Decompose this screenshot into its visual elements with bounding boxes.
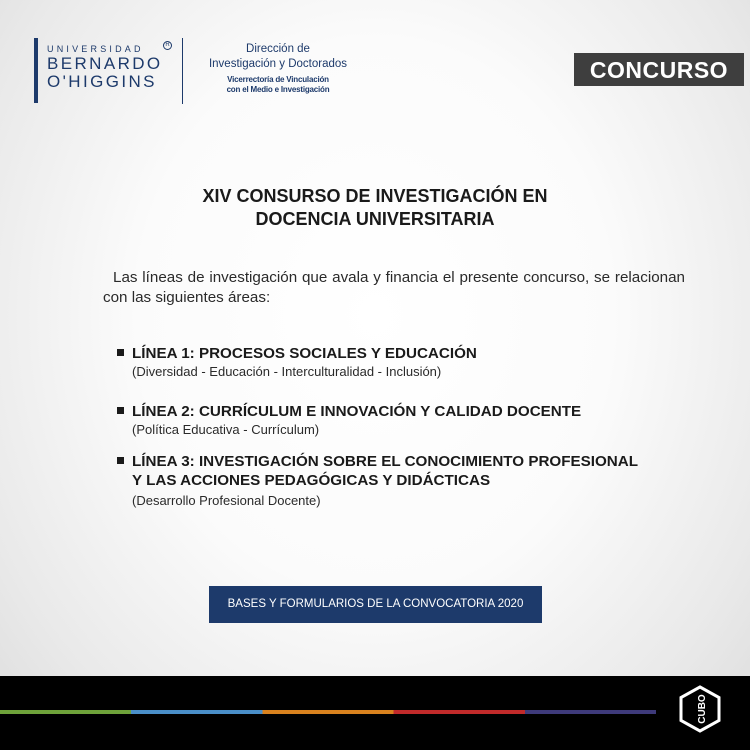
intro-paragraph: Las líneas de investigación que avala y financia el presente concurso, se relacionan con las siguientes áreas: xyxy=(103,269,685,306)
page-title xyxy=(0,185,750,231)
bullet-icon xyxy=(117,349,124,356)
department-sub-line2: con el Medio e Investigación xyxy=(226,85,330,94)
bullet-icon xyxy=(117,457,124,464)
page-title-line1: XIV CONSURSO DE INVESTIGACIÓN EN xyxy=(202,186,548,206)
research-line-description: (Desarrollo Profesional Docente) xyxy=(132,493,321,508)
logo-text xyxy=(47,44,182,91)
department-sub-line1: Vicerrectoría de Vinculación xyxy=(227,75,329,84)
logo-university-label: UNIVERSIDAD xyxy=(47,44,144,54)
research-line-title: LÍNEA 2: CURRÍCULUM E INNOVACIÓN Y CALIDAD DOCENTE xyxy=(132,403,582,420)
research-line-description: (Diversidad - Educación - Interculturalidad - Inclusión) xyxy=(132,364,442,379)
logo-name-line2: O'HIGGINS xyxy=(47,72,157,91)
research-line-title-cont: Y LAS ACCIONES PEDAGÓGICAS Y DIDÁCTICAS xyxy=(132,472,491,489)
logo-name-line1: BERNARDO xyxy=(47,54,163,73)
bases-formularios-button[interactable]: BASES Y FORMULARIOS DE LA CONVOCATORIA 2020 xyxy=(209,586,542,623)
research-line-title: LÍNEA 3: INVESTIGACIÓN SOBRE EL CONOCIMIENTO PROFESIONAL xyxy=(132,453,639,470)
department-block xyxy=(193,42,363,95)
registered-icon: R xyxy=(163,41,172,50)
header-divider xyxy=(182,38,183,104)
cubo-icon xyxy=(676,684,724,734)
department-title-line2: Investigación y Doctorados xyxy=(208,58,348,70)
research-line-title: LÍNEA 1: PROCESOS SOCIALES Y EDUCACIÓN xyxy=(132,345,477,362)
research-line-description: (Política Educativa - Currículum) xyxy=(132,422,320,437)
logo-bar xyxy=(34,38,38,103)
cubo-logo-text: CUBO xyxy=(697,694,708,724)
department-title-line1: Dirección de xyxy=(246,43,310,55)
color-strip xyxy=(0,710,656,714)
page-title-line2: DOCENCIA UNIVERSITARIA xyxy=(255,209,495,229)
concurso-badge: CONCURSO xyxy=(574,53,744,86)
bullet-icon xyxy=(117,407,124,414)
